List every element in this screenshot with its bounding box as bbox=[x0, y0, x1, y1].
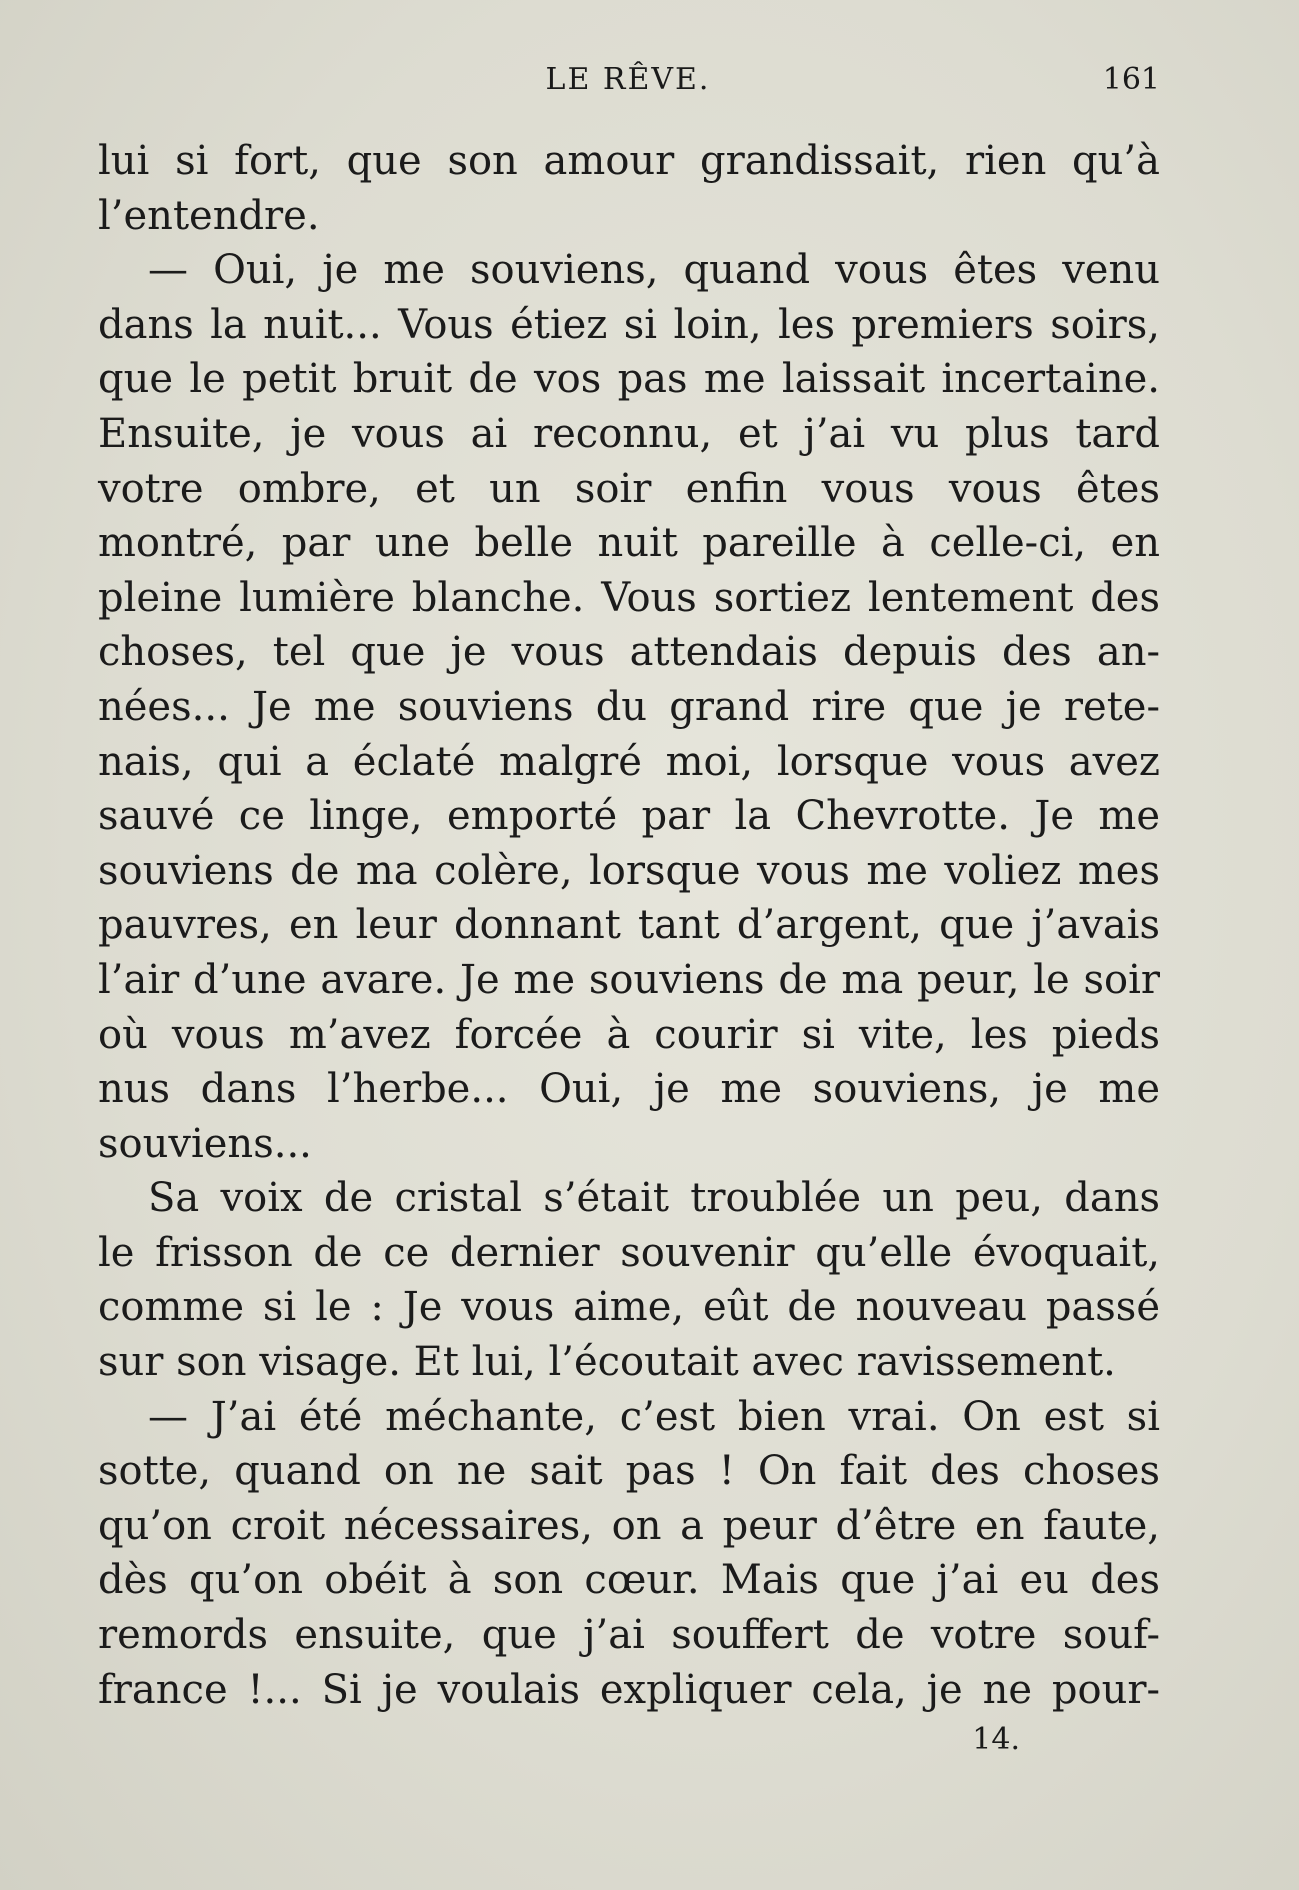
text-line: qu’on croit nécessaires, on a peur d’être en faute, bbox=[98, 1502, 1160, 1549]
text-line: pauvres, en leur donnant tant d’argent, que j’avais bbox=[98, 902, 1160, 949]
text-line: lui si fort, que son amour grandissait, rien qu’à bbox=[98, 138, 1160, 184]
text-line: sur son visage. Et lui, l’écoutait avec ravissement. bbox=[98, 1339, 1116, 1386]
text-line: france !... Si je voulais expliquer cela, je ne pour- bbox=[98, 1666, 1160, 1713]
text-line: sotte, quand on ne sait pas ! On fait des choses bbox=[98, 1448, 1160, 1495]
text-line: souviens de ma colère, lorsque vous me voliez mes bbox=[98, 847, 1160, 894]
signature-mark: 14. bbox=[972, 1722, 1020, 1757]
text-line: que le petit bruit de vos pas me laissait incertaine. bbox=[98, 356, 1160, 403]
page-number: 161 bbox=[1102, 62, 1160, 97]
text-line: comme si le : Je vous aime, eût de nouveau passé bbox=[98, 1284, 1160, 1331]
text-line: nais, qui a éclaté malgré moi, lorsque vous avez bbox=[98, 738, 1160, 785]
text-line: Sa voix de cristal s’était troublée un peu, dans bbox=[148, 1175, 1160, 1222]
text-line: l’air d’une avare. Je me souviens de ma peur, le soir bbox=[98, 956, 1160, 1003]
running-title: LE RÊVE. bbox=[545, 62, 711, 97]
body-text bbox=[98, 134, 1160, 1717]
text-line: l’entendre. bbox=[98, 192, 320, 239]
text-line: — J’ai été méchante, c’est bien vrai. On est si bbox=[148, 1393, 1160, 1440]
text-line: où vous m’avez forcée à courir si vite, les pieds bbox=[98, 1011, 1160, 1058]
text-line: nées... Je me souviens du grand rire que je rete- bbox=[98, 683, 1160, 730]
text-line: souviens... bbox=[98, 1120, 312, 1167]
text-line: dès qu’on obéit à son cœur. Mais que j’ai eu des bbox=[98, 1557, 1160, 1604]
text-line: remords ensuite, que j’ai souffert de votre souf- bbox=[98, 1612, 1160, 1659]
text-line: pleine lumière blanche. Vous sortiez lentement des bbox=[98, 574, 1160, 621]
text-line: votre ombre, et un soir enfin vous vous êtes bbox=[98, 465, 1160, 512]
text-line: le frisson de ce dernier souvenir qu’elle évoquait, bbox=[98, 1229, 1160, 1276]
text-line: Ensuite, je vous ai reconnu, et j’ai vu plus tard bbox=[98, 410, 1160, 457]
running-head bbox=[96, 62, 1160, 112]
text-line: — Oui, je me souviens, quand vous êtes venu bbox=[148, 247, 1160, 294]
text-line: sauvé ce linge, emporté par la Chevrotte. Je me bbox=[98, 793, 1160, 840]
text-line: choses, tel que je vous attendais depuis des an- bbox=[98, 629, 1160, 676]
text-line: montré, par une belle nuit pareille à celle-ci, en bbox=[98, 520, 1160, 567]
text-line: nus dans l’herbe... Oui, je me souviens, je me bbox=[98, 1066, 1160, 1113]
text-line: dans la nuit... Vous étiez si loin, les premiers soirs, bbox=[98, 301, 1160, 348]
